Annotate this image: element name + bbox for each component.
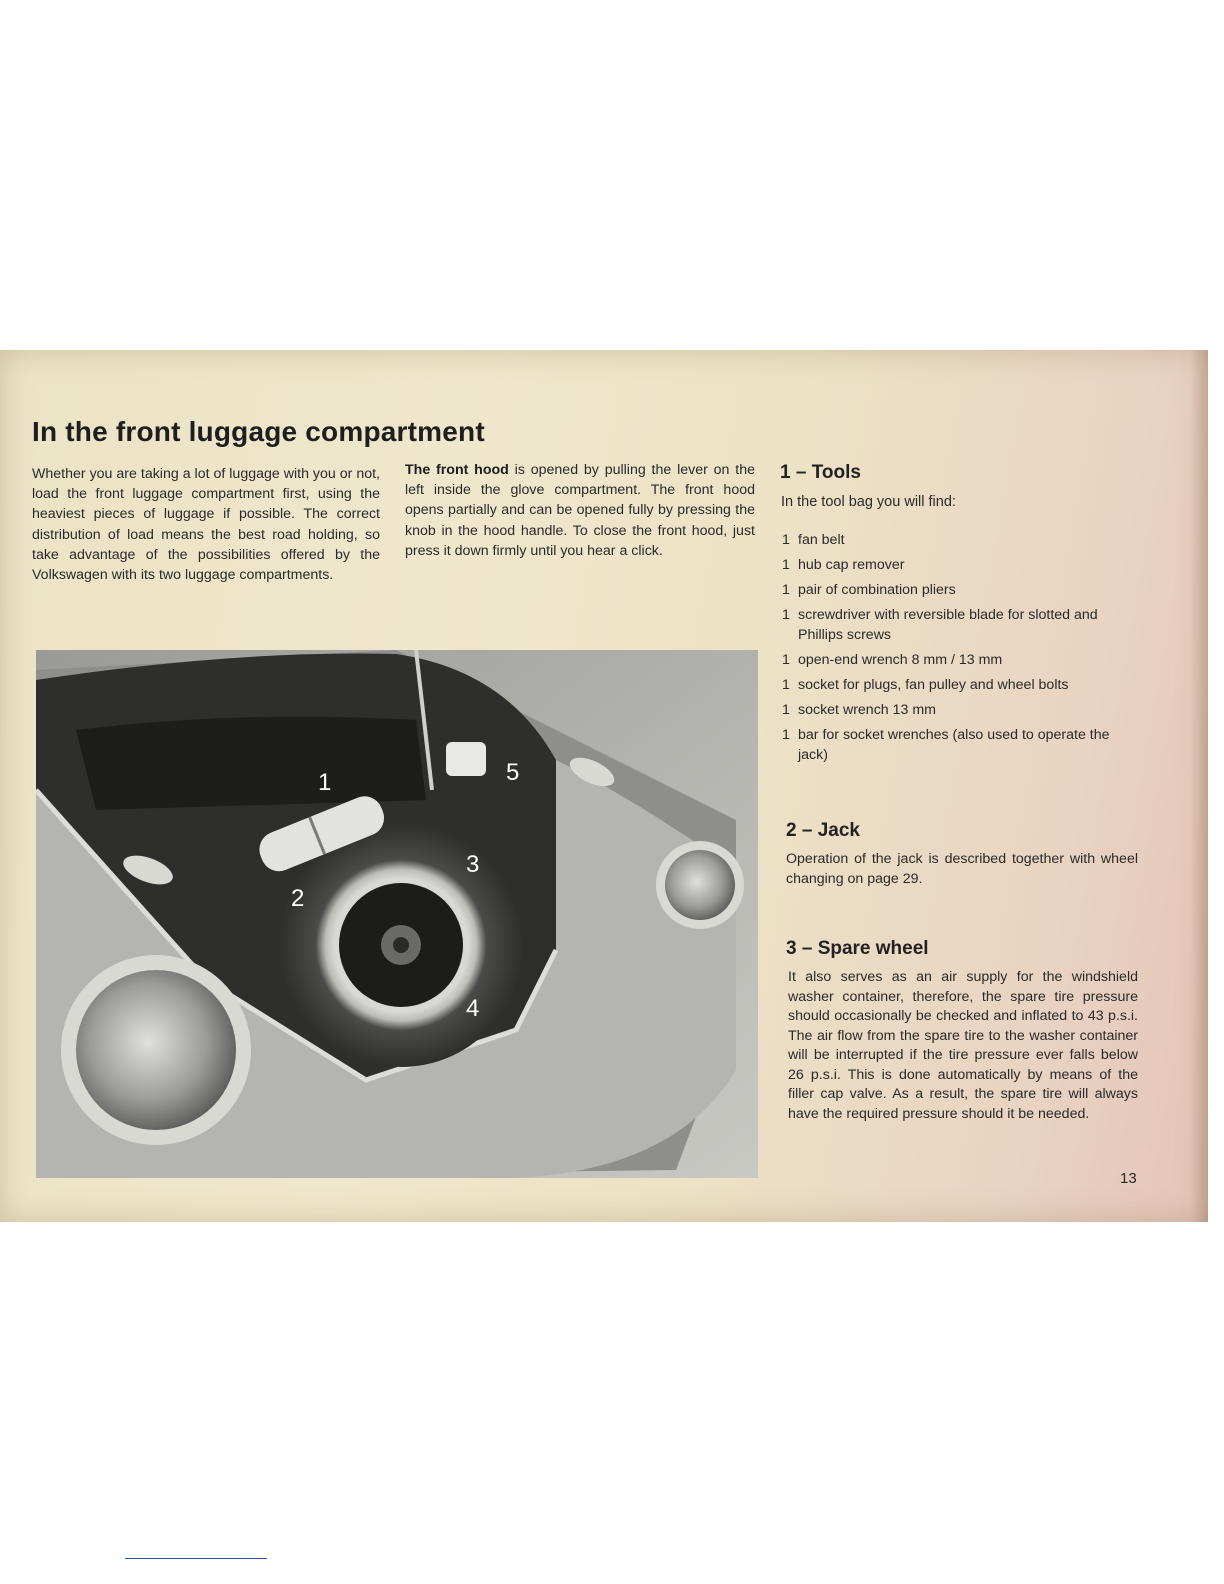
photo-label-3: 3 xyxy=(466,851,480,878)
tools-title: 1 – Tools xyxy=(780,462,861,483)
spare-wheel-text: It also serves as an air supply for the windshield washer container, therefore, the spare tire pressure should occasionally be checked and inflated to 43 p.s.i. The air flow from the spare tire to the washer container will be interrupted if the tire pressure ever falls below 26 p.s.i. This is done automatically by means of the filler cap valve. As a result, the spare tire will always have the required pressure should it be needed. xyxy=(788,969,1138,1122)
tool-text: fan belt xyxy=(798,532,845,548)
luggage-compartment-photo xyxy=(36,650,758,1178)
tool-text: open-end wrench 8 mm / 13 mm xyxy=(798,652,1003,668)
page-edge-shadow xyxy=(1190,350,1208,1222)
tool-text: socket wrench 13 mm xyxy=(798,702,936,718)
tool-item xyxy=(782,675,1136,695)
tool-item xyxy=(782,555,1136,575)
tool-text: socket for plugs, fan pulley and wheel bolts xyxy=(798,677,1069,693)
washer-container xyxy=(446,742,486,776)
tool-qty: 1 xyxy=(782,727,790,743)
tool-item xyxy=(782,700,1136,720)
photo-label-2: 2 xyxy=(291,885,305,912)
page-number: 13 xyxy=(1120,1170,1137,1187)
tools-intro: In the tool bag you will find: xyxy=(781,494,956,510)
front-hood-text: is opened by pulling the lever on the left inside the glove compartment. The front hood opens partially and can be opened fully by pressing the knob in the hood handle. To close the front hood, just press it down firmly until you hear a click. xyxy=(405,462,755,559)
photo-label-4: 4 xyxy=(466,995,480,1022)
tool-list xyxy=(782,530,1136,770)
spare-wheel-title: 3 – Spare wheel xyxy=(786,938,929,959)
tool-item xyxy=(782,580,1136,600)
tool-text: pair of combination pliers xyxy=(798,582,956,598)
jack-text: Operation of the jack is described together with wheel changing on page 29. xyxy=(786,851,1138,888)
photo-label-1: 1 xyxy=(318,769,332,796)
tool-qty: 1 xyxy=(782,607,790,623)
left-headlight xyxy=(76,970,236,1130)
tool-text: hub cap remover xyxy=(798,557,905,573)
tool-qty: 1 xyxy=(782,677,790,693)
tool-text: bar for socket wrenches (also used to operate the jack) xyxy=(798,727,1110,763)
tool-item xyxy=(782,725,1136,765)
front-hood-paragraph xyxy=(405,460,755,561)
tool-qty: 1 xyxy=(782,702,790,718)
tool-item xyxy=(782,605,1136,645)
tool-item xyxy=(782,530,1136,550)
manual-page xyxy=(0,350,1208,1222)
tool-qty: 1 xyxy=(782,652,790,668)
tool-text: screwdriver with reversible blade for slotted and Phillips screws xyxy=(798,607,1098,643)
footer-rule xyxy=(125,1558,267,1559)
luggage-intro-paragraph: Whether you are taking a lot of luggage with you or not, load the front luggage compartment first, using the heaviest pieces of luggage if possible. The correct distribution of load means the best road holding, so take advantage of the possibilities offered by the Volkswagen with its two luggage compartments. xyxy=(32,466,380,584)
photo-label-5: 5 xyxy=(506,759,520,786)
front-hood-lead: The front hood xyxy=(405,462,509,478)
tool-qty: 1 xyxy=(782,557,790,573)
right-headlight xyxy=(665,850,735,920)
tool-qty: 1 xyxy=(782,582,790,598)
page-heading: In the front luggage compartment xyxy=(32,416,485,447)
tool-qty: 1 xyxy=(782,532,790,548)
jack-title: 2 – Jack xyxy=(786,820,860,841)
tool-item xyxy=(782,650,1136,670)
